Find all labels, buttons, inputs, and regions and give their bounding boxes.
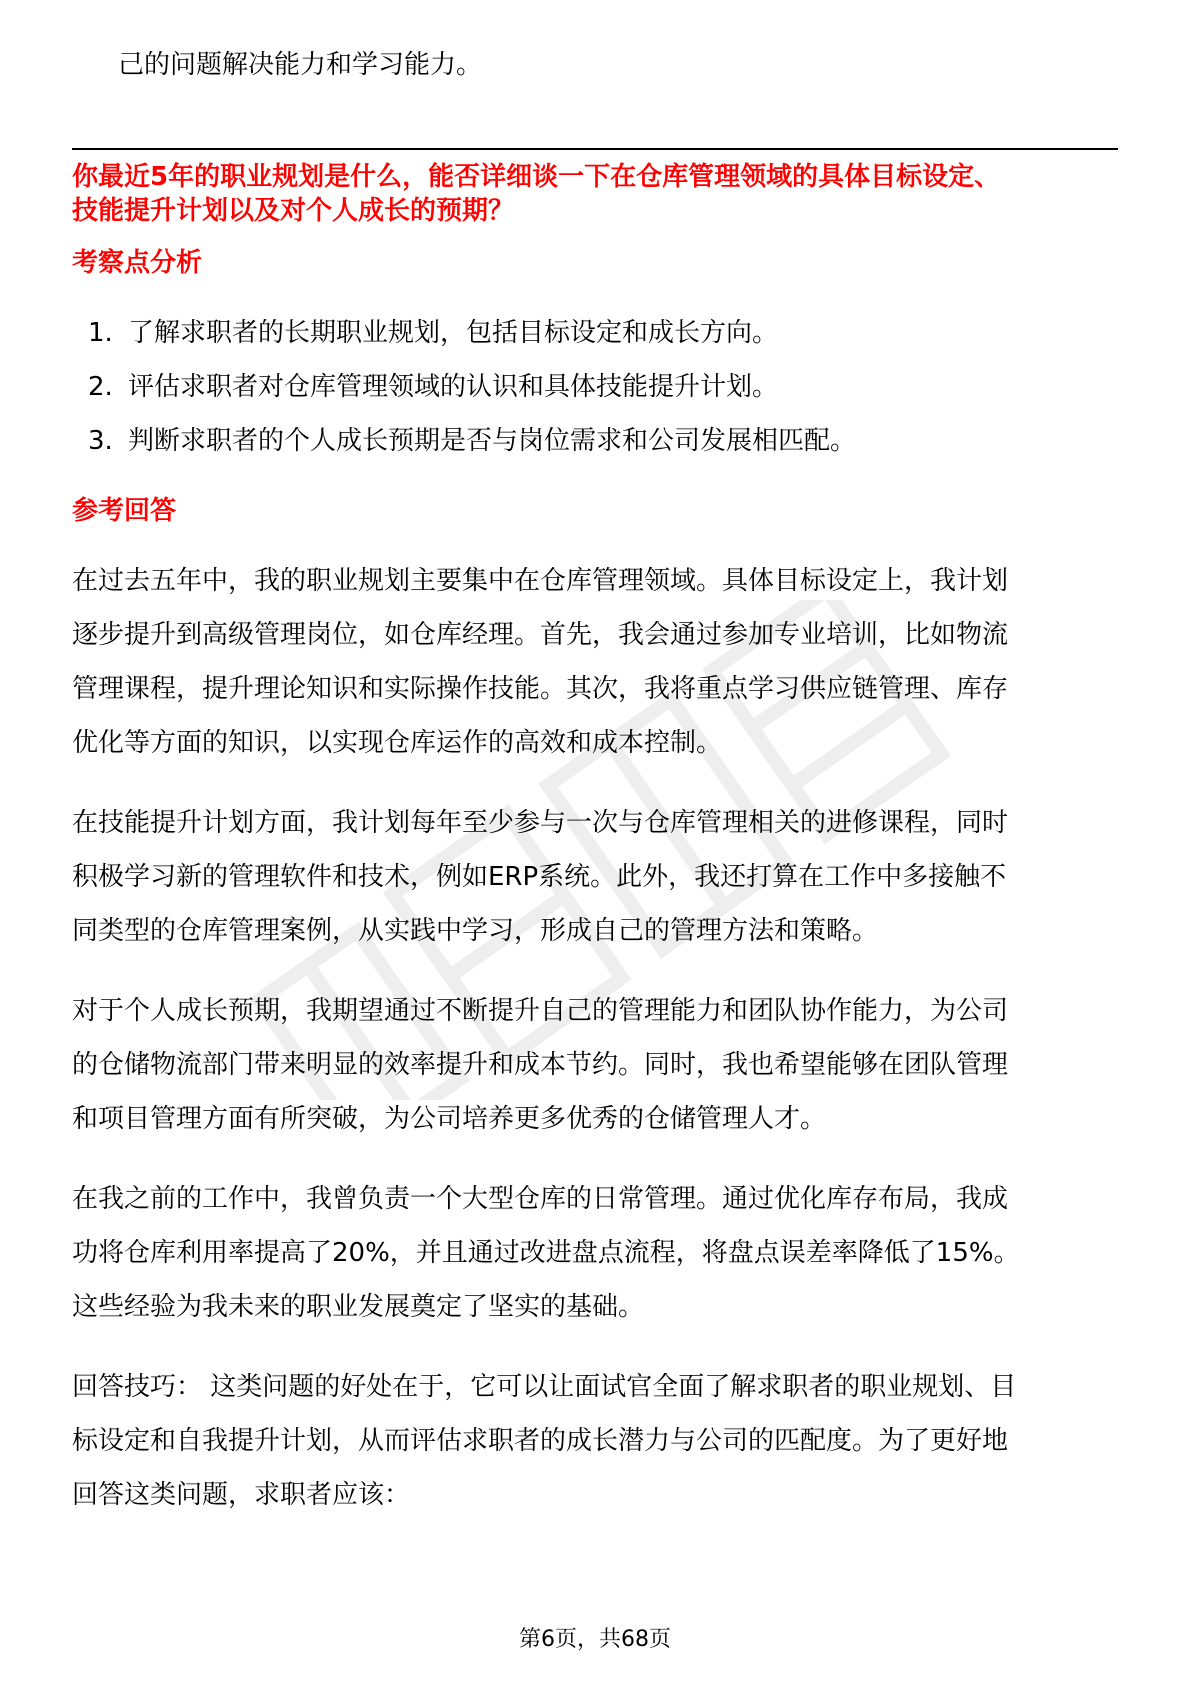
answer-tips-line-3: 回答这类问题，求职者应该： (72, 1480, 411, 1510)
analysis-item-2-text: 评估求职者对仓库管理领域的认识和具体技能提升计划。 (128, 372, 779, 402)
answer-tips-line-2: 标设定和自我提升计划，从而评估求职者的成长潜力与公司的匹配度。为了更好地 (72, 1426, 1009, 1456)
answer-p1-line-3: 管理课程，提升理论知识和实际操作技能。其次，我将重点学习供应链管理、库存 (72, 674, 1009, 704)
question-line-1: 你最近5年的职业规划是什么，能否详细谈一下在仓库管理领域的具体目标设定、 (72, 162, 1001, 192)
answer-p4-line-2: 功将仓库利用率提高了20%，并且通过改进盘点流程，将盘点误差率降低了15%。 (72, 1238, 1020, 1268)
analysis-item-2-number: 2. (88, 372, 113, 402)
intro-tail-text: 己的问题解决能力和学习能力。 (118, 50, 483, 80)
analysis-item-1-number: 1. (88, 318, 113, 348)
answer-p3-line-2: 的仓储物流部门带来明显的效率提升和成本节约。同时，我也希望能够在团队管理 (72, 1050, 1009, 1080)
analysis-item-1-text: 了解求职者的长期职业规划，包括目标设定和成长方向。 (128, 318, 779, 348)
analysis-item-3-number: 3. (88, 426, 113, 456)
answer-tips-line-1: 回答技巧： 这类问题的好处在于，它可以让面试官全面了解求职者的职业规划、目 (72, 1372, 1017, 1402)
answer-p2-line-2: 积极学习新的管理软件和技术，例如ERP系统。此外，我还打算在工作中多接触不 (72, 862, 1007, 892)
answer-heading: 参考回答 (72, 496, 177, 526)
answer-p2-line-3: 同类型的仓库管理案例，从实践中学习，形成自己的管理方法和策略。 (72, 916, 879, 946)
answer-p2-line-1: 在技能提升计划方面，我计划每年至少参与一次与仓库管理相关的进修课程，同时 (72, 808, 1009, 838)
analysis-item-3-text: 判断求职者的个人成长预期是否与岗位需求和公司发展相匹配。 (128, 426, 857, 456)
page-footer: 第6页，共68页 (519, 1627, 671, 1652)
section-divider (72, 148, 1118, 150)
answer-p4-line-1: 在我之前的工作中，我曾负责一个大型仓库的日常管理。通过优化库存布局，我成 (72, 1184, 1009, 1214)
answer-p3-line-1: 对于个人成长预期，我期望通过不断提升自己的管理能力和团队协作能力，为公司 (72, 996, 1009, 1026)
answer-p4-line-3: 这些经验为我未来的职业发展奠定了坚实的基础。 (72, 1292, 645, 1322)
answer-p3-line-3: 和项目管理方面有所突破，为公司培养更多优秀的仓储管理人才。 (72, 1104, 827, 1134)
answer-p1-line-1: 在过去五年中，我的职业规划主要集中在仓库管理领域。具体目标设定上，我计划 (72, 566, 1009, 596)
answer-p1-line-2: 逐步提升到高级管理岗位，如仓库经理。首先，我会通过参加专业培训，比如物流 (72, 620, 1009, 650)
analysis-heading: 考察点分析 (72, 248, 203, 278)
question-line-2: 技能提升计划以及对个人成长的预期？ (72, 196, 515, 226)
answer-p1-line-4: 优化等方面的知识，以实现仓库运作的高效和成本控制。 (72, 728, 723, 758)
